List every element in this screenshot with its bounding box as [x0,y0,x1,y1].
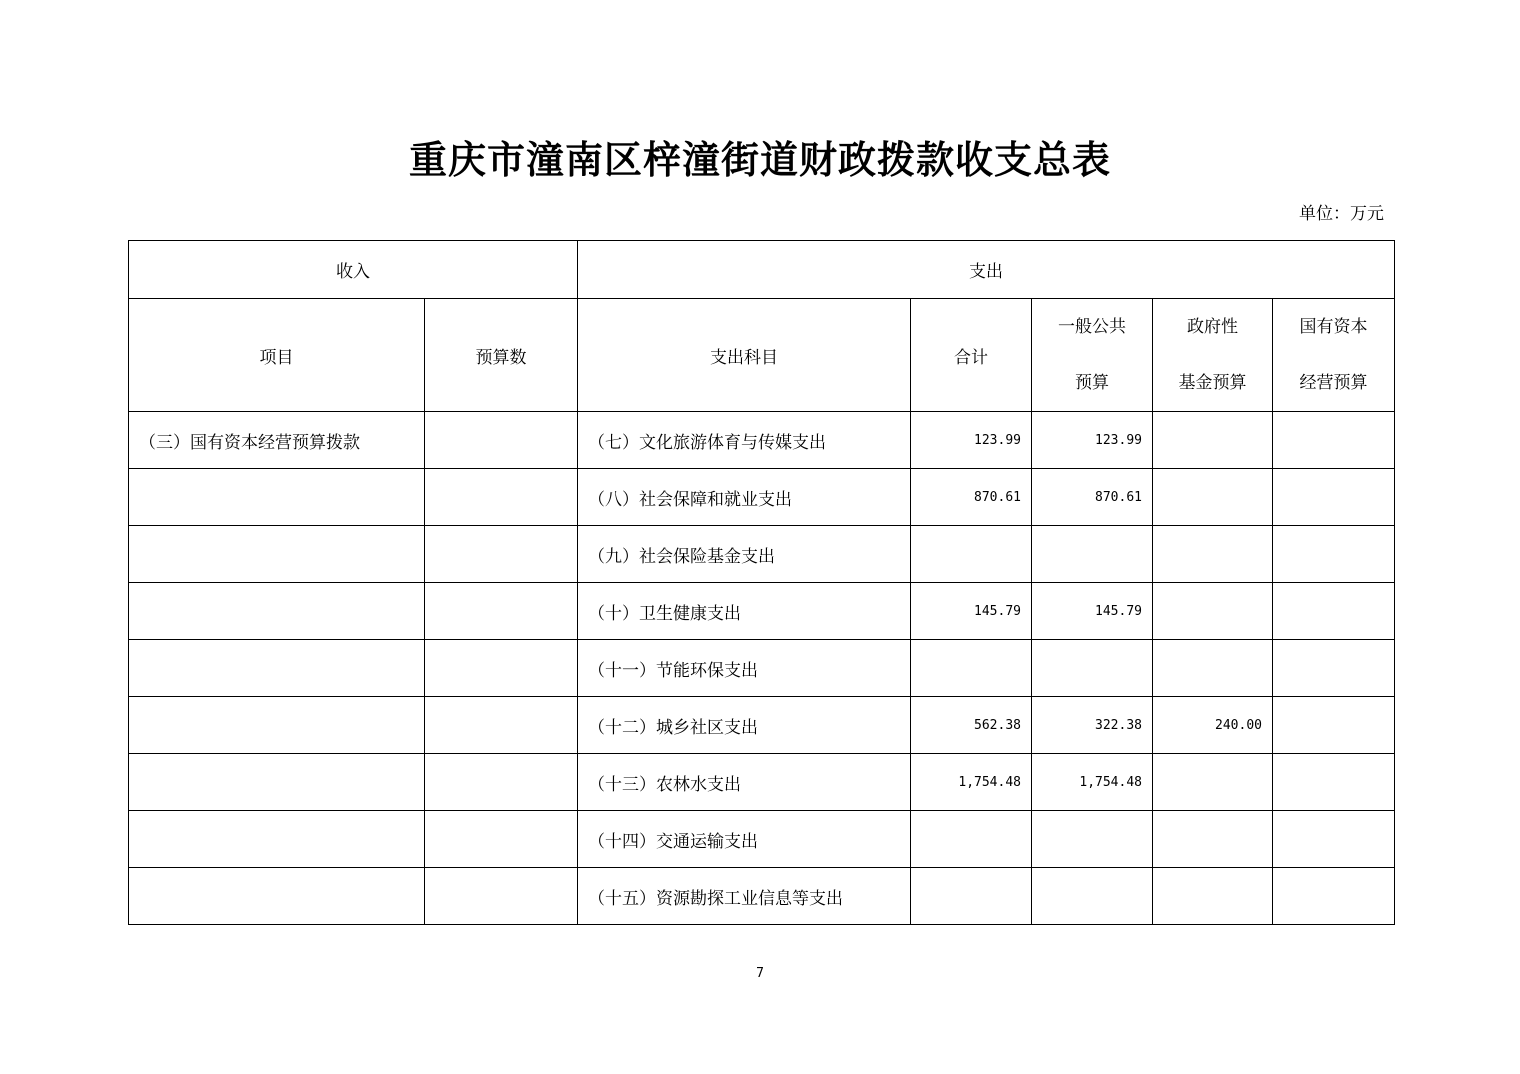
table-row [129,526,1395,583]
income-item-cell [129,583,425,640]
col-header-fund-budget [1153,299,1273,412]
income-budget-cell [425,412,578,469]
income-budget-cell [425,754,578,811]
col-header-fund-line2: 基金预算 [1178,373,1247,393]
expense-subject-cell: （十一）节能环保支出 [578,640,911,697]
expense-subject-cell: （十四）交通运输支出 [578,811,911,868]
col-header-state-line1: 国有资本 [1299,317,1368,337]
header-row-groups [129,241,1395,299]
col-header-total: 合计 [911,299,1032,412]
fund-budget-cell [1153,469,1273,526]
general-budget-cell: 1,754.48 [1032,754,1153,811]
general-budget-cell [1032,811,1153,868]
table-row [129,412,1395,469]
state-capital-budget-cell [1273,583,1395,640]
income-item-cell [129,811,425,868]
fund-budget-cell [1153,868,1273,925]
table-row [129,469,1395,526]
col-header-general-line1: 一般公共 [1058,317,1126,337]
unit-label: 单位：万元 [1299,204,1384,224]
income-item-cell [129,697,425,754]
fund-budget-cell [1153,640,1273,697]
table-row [129,697,1395,754]
income-budget-cell [425,640,578,697]
header-row-columns [129,299,1395,412]
income-item-cell [129,754,425,811]
state-capital-budget-cell [1273,811,1395,868]
income-item-cell [129,526,425,583]
general-budget-cell: 145.79 [1032,583,1153,640]
fund-budget-cell [1153,526,1273,583]
fund-budget-cell [1153,811,1273,868]
general-budget-cell: 322.38 [1032,697,1153,754]
page-title: 重庆市潼南区梓潼街道财政拨款收支总表 [408,137,1111,182]
total-cell [911,811,1032,868]
fund-budget-cell [1153,412,1273,469]
state-capital-budget-cell [1273,469,1395,526]
table-row [129,754,1395,811]
income-budget-cell [425,697,578,754]
general-budget-cell [1032,868,1153,925]
expense-subject-cell: （九）社会保险基金支出 [578,526,911,583]
income-budget-cell [425,868,578,925]
total-cell: 1,754.48 [911,754,1032,811]
expense-subject-cell: （十二）城乡社区支出 [578,697,911,754]
col-header-general-budget [1032,299,1153,412]
fund-budget-cell: 240.00 [1153,697,1273,754]
page-number: 7 [756,966,764,981]
income-budget-cell [425,469,578,526]
state-capital-budget-cell [1273,754,1395,811]
expense-subject-cell: （十五）资源勘探工业信息等支出 [578,868,911,925]
total-cell [911,868,1032,925]
table-row [129,811,1395,868]
expense-subject-cell: （十三）农林水支出 [578,754,911,811]
state-capital-budget-cell [1273,697,1395,754]
expense-subject-cell: （七）文化旅游体育与传媒支出 [578,412,911,469]
income-item-cell [129,469,425,526]
fund-budget-cell [1153,754,1273,811]
col-header-subject: 支出科目 [578,299,911,412]
income-budget-cell [425,811,578,868]
income-item-cell: （三）国有资本经营预算拨款 [129,412,425,469]
income-group-header: 收入 [129,241,578,299]
total-cell: 123.99 [911,412,1032,469]
general-budget-cell [1032,640,1153,697]
col-header-fund-line1: 政府性 [1187,317,1238,337]
state-capital-budget-cell [1273,868,1395,925]
total-cell: 562.38 [911,697,1032,754]
col-header-budget: 预算数 [425,299,578,412]
general-budget-cell [1032,526,1153,583]
state-capital-budget-cell [1273,640,1395,697]
table-row [129,583,1395,640]
income-item-cell [129,868,425,925]
col-header-state-capital-budget [1273,299,1395,412]
state-capital-budget-cell [1273,526,1395,583]
total-cell: 870.61 [911,469,1032,526]
col-header-state-line2: 经营预算 [1299,373,1368,393]
table-row [129,868,1395,925]
col-header-general-line2: 预算 [1075,373,1109,393]
state-capital-budget-cell [1273,412,1395,469]
total-cell [911,526,1032,583]
general-budget-cell: 123.99 [1032,412,1153,469]
fund-budget-cell [1153,583,1273,640]
expense-group-header: 支出 [578,241,1395,299]
table-row [129,640,1395,697]
total-cell [911,640,1032,697]
income-budget-cell [425,583,578,640]
finance-table [128,240,1395,925]
income-item-cell [129,640,425,697]
expense-subject-cell: （八）社会保障和就业支出 [578,469,911,526]
general-budget-cell: 870.61 [1032,469,1153,526]
expense-subject-cell: （十）卫生健康支出 [578,583,911,640]
total-cell: 145.79 [911,583,1032,640]
col-header-item: 项目 [129,299,425,412]
income-budget-cell [425,526,578,583]
